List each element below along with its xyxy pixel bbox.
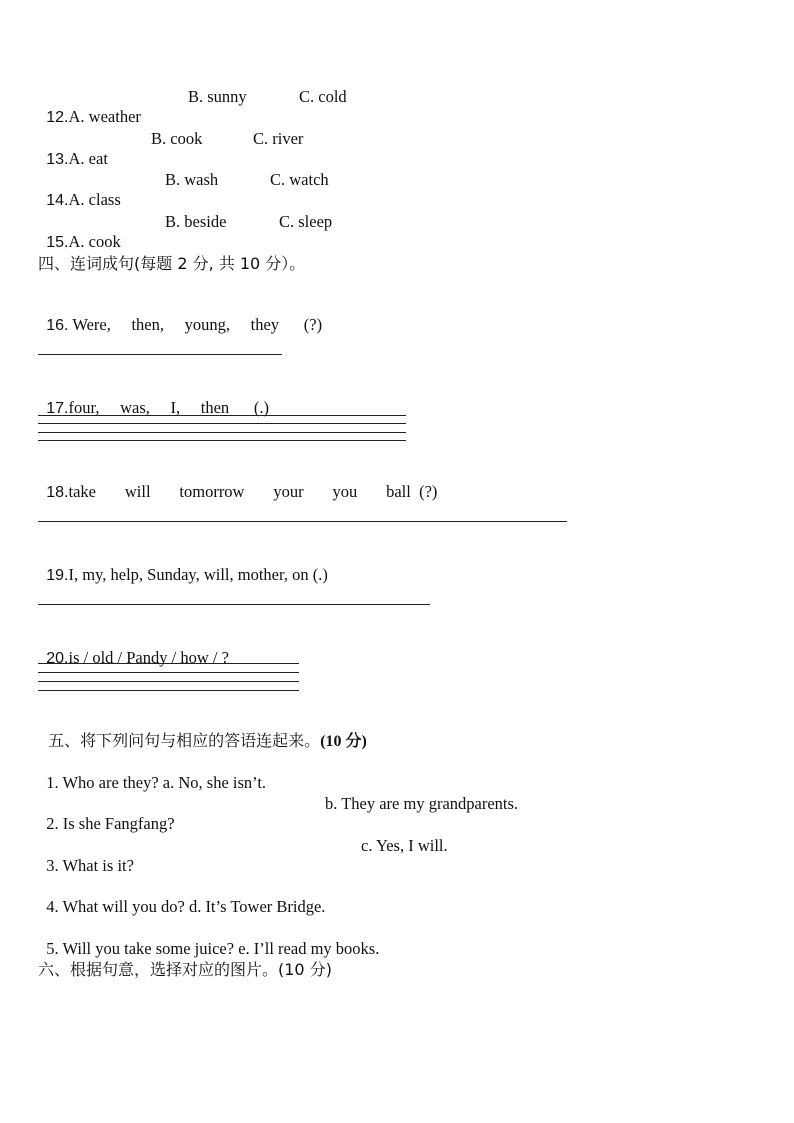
match-question: 2. Is she Fangfang? (46, 814, 175, 833)
option-b: B. cook (151, 129, 203, 148)
question-19 (38, 545, 328, 586)
answer-line[interactable] (38, 415, 406, 416)
question-number: 18. (46, 484, 69, 501)
question-number: 14. (46, 192, 69, 209)
match-question: 4. What will you do? (46, 897, 185, 916)
section-4-heading: 四、连词成句(每题 2 分, 共 10 分）。 (38, 254, 306, 273)
match-answer: a. No, she isn’t. (162, 773, 267, 792)
answer-line[interactable] (38, 440, 406, 441)
option-b: B. beside (165, 212, 227, 231)
option-c: C. river (253, 129, 304, 148)
option-b: B. sunny (188, 87, 247, 106)
answer-line[interactable] (38, 521, 567, 522)
option-c: C. sleep (279, 212, 333, 231)
word-list: take will tomorrow your you ball (?) (68, 482, 438, 501)
answer-line[interactable] (38, 432, 406, 433)
word-list: I, my, help, Sunday, will, mother, on (.) (68, 565, 328, 584)
question-number: 13. (46, 151, 69, 168)
question-number: 20. (46, 650, 69, 667)
question-number: 12. (46, 109, 69, 126)
option-c: C. cold (299, 87, 347, 106)
answer-line[interactable] (38, 663, 299, 664)
section-title: 五、将下列问句与相应的答语连起来。 (48, 731, 321, 750)
option-a: A. class (68, 190, 121, 209)
match-answer: b. They are my grandparents. (325, 794, 519, 813)
question-number: 17. (46, 400, 69, 417)
section-5-heading (38, 711, 367, 752)
answer-line[interactable] (38, 672, 299, 673)
option-a: A. eat (68, 149, 108, 168)
section-score: (10 分) (320, 733, 367, 750)
question-number: 19. (46, 567, 69, 584)
answer-line[interactable] (38, 681, 299, 682)
match-answer: c. Yes, I will. (361, 836, 448, 855)
option-a: A. weather (68, 107, 141, 126)
question-16 (38, 295, 322, 336)
question-18 (38, 462, 437, 503)
section-6-heading: 六、根据句意，选择对应的图片。(10 分) (38, 960, 332, 979)
option-a: A. cook (68, 232, 121, 251)
word-list: Were, then, young, they (?) (68, 315, 323, 334)
match-question: 5. Will you take some juice? (46, 939, 235, 958)
answer-line[interactable] (38, 423, 406, 424)
answer-line[interactable] (38, 604, 430, 605)
answer-line[interactable] (38, 690, 299, 691)
match-answer: d. It’s Tower Bridge. (188, 897, 326, 916)
word-list: four, was, I, then (.) (68, 398, 270, 417)
match-question: 1. Who are they? (46, 773, 159, 792)
option-b: B. wash (165, 170, 219, 189)
answer-line[interactable] (38, 354, 282, 355)
match-item-4 (38, 877, 325, 917)
match-item-1 (38, 753, 266, 793)
match-item-5 (38, 919, 379, 959)
match-question: 3. What is it? (46, 856, 134, 875)
option-c: C. watch (270, 170, 329, 189)
question-17 (38, 378, 269, 419)
match-answer: e. I’ll read my books. (238, 939, 380, 958)
question-number: 15. (46, 234, 69, 251)
word-list: is / old / Pandy / how / ? (68, 648, 229, 667)
question-number: 16. (46, 317, 69, 334)
